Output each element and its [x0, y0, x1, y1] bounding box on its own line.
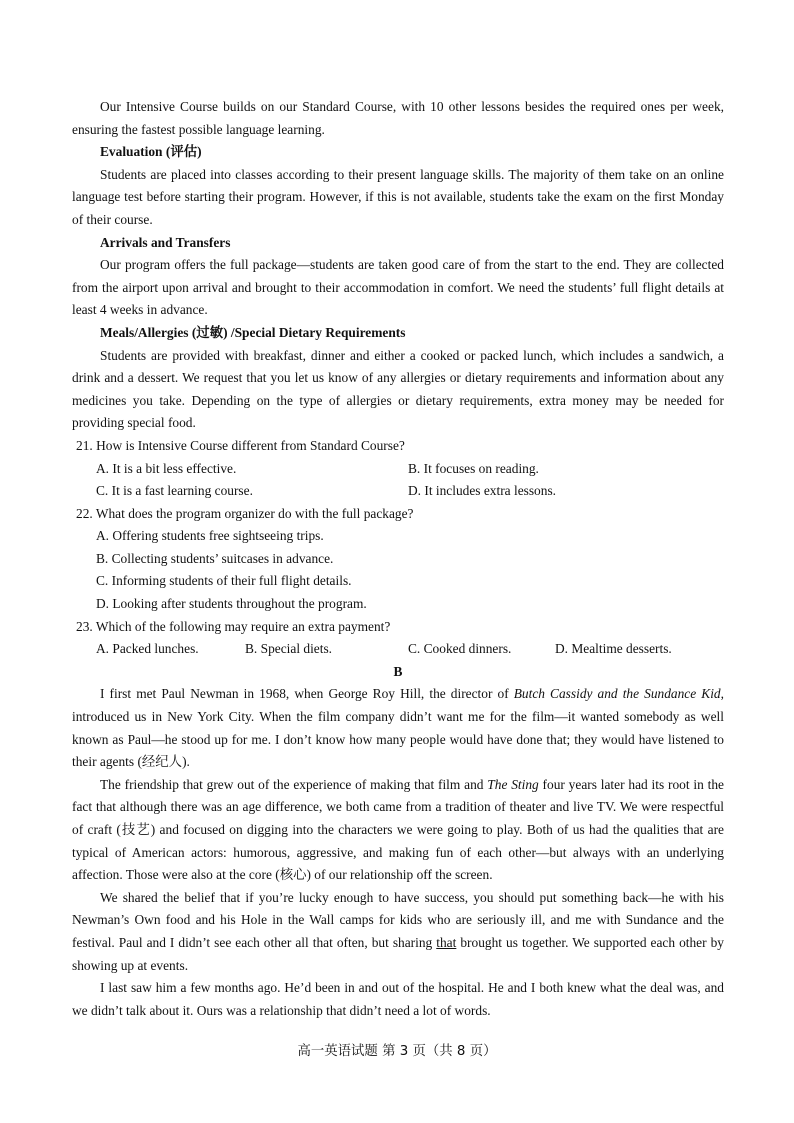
question-23-option-d: D. Mealtime desserts.: [555, 641, 672, 657]
question-23-option-a: A. Packed lunches.: [96, 641, 199, 657]
page-footer: 高一英语试题 第 3 页（共 8 页）: [297, 1044, 497, 1059]
question-21-option-a: A. It is a bit less effective.: [96, 460, 237, 476]
passage-b-p3-text-b: brought us together. We supported each other by showing up at events.: [72, 934, 724, 973]
question-22-option-a: A. Offering students free sightseeing trips.: [96, 528, 324, 544]
question-21-option-b: B. It focuses on reading.: [408, 460, 539, 476]
question-23-option-b: B. Special diets.: [245, 641, 333, 657]
question-23-option-c: C. Cooked dinners.: [408, 641, 512, 657]
passage-a-paragraph-3: Our program offers the full package—students are taken good care of from the start to the end. They are collected from the airport upon arrival and brought to their accommodation in comfort. We need the students’ full flight details at least 4 weeks in advance.: [72, 257, 724, 318]
passage-b-p1-text-b: , introduced us in New York City. When the film company didn’t want me for the film—it wanted somebody as well known as Paul—he stood up for me. I don’t know how many people would have done that; they would have listened to their agents (经纪人).: [72, 686, 724, 770]
heading-arrivals: Arrivals and Transfers: [100, 234, 231, 250]
passage-b-paragraph-1: [72, 683, 724, 773]
exam-page: [72, 96, 724, 1022]
passage-b-p2-text-b: four years later had its root in the fact that although there was an age difference, we both came from a tradition of theater and live TV. We were respectful of craft (技艺) and focused on digging into the characters we were going to play. Both of us had the qualities that are typical of American actors: humorous, aggressive, and making fun of each other—but always with an underlying affection. Those were also at the core (核心) of our relationship off the screen.: [72, 776, 724, 883]
passage-b-p2-text-a: The friendship that grew out of the experience of making that film and: [100, 776, 488, 792]
passage-b-paragraph-3: [72, 887, 724, 977]
passage-b-paragraph-2: [72, 774, 724, 887]
question-23: 23. Which of the following may require an extra payment?: [76, 618, 391, 634]
underlined-word-that: that: [436, 934, 457, 950]
question-21-options-row-1: [72, 458, 724, 481]
question-21-option-d: D. It includes extra lessons.: [408, 483, 557, 499]
passage-a-paragraph-2: Students are placed into classes according to their present language skills. The majority of them take on an online language test before starting their program. However, if this is not available, students take the exam on the first Monday of their course.: [72, 166, 724, 227]
question-22-option-b: B. Collecting students’ suitcases in advance.: [96, 550, 334, 566]
heading-evaluation: Evaluation (评估): [100, 144, 202, 160]
question-21-option-c: C. It is a fast learning course.: [96, 483, 253, 499]
passage-b-p3-text-a: We shared the belief that if you’re lucky enough to have success, you should put something back—he with his Newman’s Own food and his Hole in the Wall camps for kids who are seriously ill, and me with Sundance and the festival. Paul and I didn’t see each other all that often, but sharing: [72, 889, 724, 950]
question-22: 22. What does the program organizer do with the full package?: [76, 505, 414, 521]
film-title-butch-cassidy: Butch Cassidy and the Sundance Kid: [513, 686, 721, 702]
question-23-options: [72, 638, 724, 661]
passage-a-paragraph-4: Students are provided with breakfast, dinner and either a cooked or packed lunch, which includes a sandwich, a drink and a dessert. We request that you let us know of any allergies or dietary requirements and information about any medicines you take. Depending on the type of allergies or dietary requirements, extra money may be needed for providing special food.: [72, 347, 724, 431]
passage-b-paragraph-4: I last saw him a few months ago. He’d been in and out of the hospital. He and I both knew what the deal was, and we didn’t talk about it. Ours was a relationship that didn’t need a lot of words.: [72, 980, 724, 1018]
question-22-option-d: D. Looking after students throughout the program.: [96, 596, 367, 612]
section-b-label: B: [393, 663, 403, 679]
passage-b-p1-text-a: I first met Paul Newman in 1968, when George Roy Hill, the director of: [100, 686, 514, 702]
passage-a-paragraph-1: Our Intensive Course builds on our Standard Course, with 10 other lessons besides the required ones per week, ensuring the fastest possible language learning.: [72, 99, 724, 137]
film-title-the-sting: The Sting: [487, 776, 539, 792]
question-22-option-c: C. Informing students of their full flight details.: [96, 573, 352, 589]
question-21: 21. How is Intensive Course different from Standard Course?: [76, 437, 405, 453]
question-21-options-row-2: [72, 480, 724, 503]
heading-meals: Meals/Allergies (过敏) /Special Dietary Requirements: [100, 324, 406, 340]
